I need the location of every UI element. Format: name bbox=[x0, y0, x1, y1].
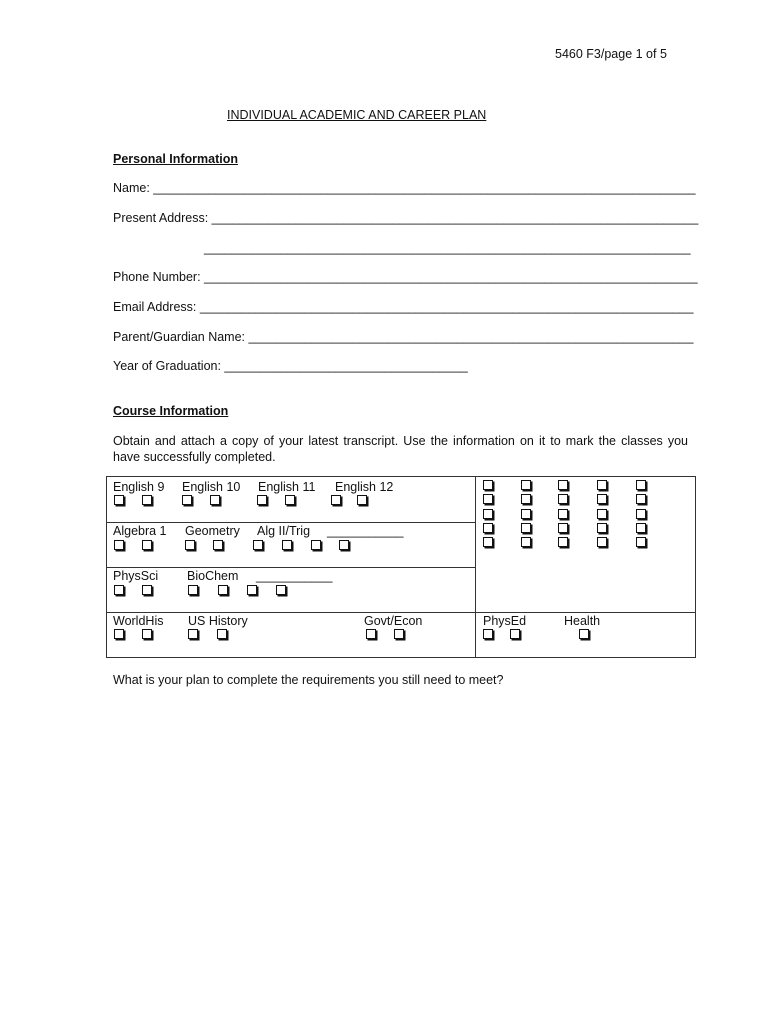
checkbox[interactable] bbox=[253, 540, 263, 550]
phone-field[interactable]: Phone Number: _______________________________________________________________________ bbox=[113, 270, 698, 284]
address-field[interactable]: Present Address: ______________________________________________________________________ bbox=[113, 211, 699, 225]
course-biochem: BioChem bbox=[187, 569, 239, 583]
course-info-heading: Course Information bbox=[113, 404, 229, 418]
checkbox[interactable] bbox=[636, 480, 646, 490]
course-physed: PhysEd bbox=[483, 614, 527, 628]
course-english-9: English 9 bbox=[113, 480, 165, 494]
checkbox[interactable] bbox=[636, 509, 646, 519]
graduation-year-field[interactable]: Year of Graduation: ___________________________________ bbox=[113, 359, 468, 373]
checkbox[interactable] bbox=[483, 494, 493, 504]
checkbox[interactable] bbox=[636, 537, 646, 547]
checkbox[interactable] bbox=[483, 523, 493, 533]
course-govt-econ: Govt/Econ bbox=[364, 614, 423, 628]
checkbox[interactable] bbox=[188, 629, 198, 639]
course-blank-row3[interactable]: ___________ bbox=[256, 569, 333, 583]
checkbox[interactable] bbox=[142, 629, 152, 639]
checkbox[interactable] bbox=[142, 540, 152, 550]
checkbox[interactable] bbox=[210, 495, 220, 505]
checkbox[interactable] bbox=[483, 509, 493, 519]
course-physsci: PhysSci bbox=[113, 569, 159, 583]
course-instructions: Obtain and attach a copy of your latest transcript. Use the information on it to mark the classes you have successfully completed. bbox=[113, 434, 688, 464]
checkbox[interactable] bbox=[331, 495, 341, 505]
checkbox[interactable] bbox=[510, 629, 520, 639]
checkbox[interactable] bbox=[188, 585, 198, 595]
checkbox[interactable] bbox=[558, 480, 568, 490]
plan-question: What is your plan to complete the requirements you still need to meet? bbox=[113, 673, 504, 687]
checkbox[interactable] bbox=[394, 629, 404, 639]
checkbox[interactable] bbox=[483, 537, 493, 547]
checkbox[interactable] bbox=[521, 494, 531, 504]
address-line-2-field[interactable]: ______________________________________________________________________ bbox=[204, 241, 691, 255]
checkbox[interactable] bbox=[597, 509, 607, 519]
document-title: INDIVIDUAL ACADEMIC AND CAREER PLAN bbox=[227, 108, 487, 122]
grid-divider-row1 bbox=[106, 522, 475, 523]
guardian-name-field[interactable]: Parent/Guardian Name: ________________________________________________________________ bbox=[113, 330, 694, 344]
checkbox[interactable] bbox=[114, 495, 124, 505]
checkbox[interactable] bbox=[579, 629, 589, 639]
course-english-10: English 10 bbox=[182, 480, 241, 494]
course-us-history: US History bbox=[188, 614, 248, 628]
checkbox[interactable] bbox=[114, 585, 124, 595]
name-field[interactable]: Name: ______________________________________________________________________________ bbox=[113, 181, 696, 195]
checkbox[interactable] bbox=[558, 537, 568, 547]
checkbox[interactable] bbox=[185, 540, 195, 550]
checkbox[interactable] bbox=[597, 523, 607, 533]
checkbox[interactable] bbox=[257, 495, 267, 505]
personal-info-heading: Personal Information bbox=[113, 152, 239, 166]
course-health: Health bbox=[564, 614, 601, 628]
email-field[interactable]: Email Address: _______________________________________________________________________ bbox=[113, 300, 694, 314]
course-english-11: English 11 bbox=[258, 480, 316, 494]
checkbox[interactable] bbox=[182, 495, 192, 505]
checkbox[interactable] bbox=[247, 585, 257, 595]
checkbox[interactable] bbox=[558, 494, 568, 504]
checkbox[interactable] bbox=[597, 494, 607, 504]
course-worldhis: WorldHis bbox=[113, 614, 164, 628]
checkbox[interactable] bbox=[521, 509, 531, 519]
grid-divider-row2 bbox=[106, 567, 475, 568]
checkbox[interactable] bbox=[114, 629, 124, 639]
checkbox[interactable] bbox=[142, 585, 152, 595]
course-geometry: Geometry bbox=[185, 524, 240, 538]
checkbox[interactable] bbox=[558, 509, 568, 519]
checkbox[interactable] bbox=[217, 629, 227, 639]
checkbox[interactable] bbox=[597, 480, 607, 490]
course-algebra-1: Algebra 1 bbox=[113, 524, 167, 538]
checkbox[interactable] bbox=[521, 537, 531, 547]
course-english-12: English 12 bbox=[335, 480, 394, 494]
checkbox[interactable] bbox=[276, 585, 286, 595]
checkbox[interactable] bbox=[339, 540, 349, 550]
checkbox[interactable] bbox=[636, 523, 646, 533]
course-alg2-trig: Alg II/Trig bbox=[257, 524, 311, 538]
checkbox[interactable] bbox=[282, 540, 292, 550]
checkbox[interactable] bbox=[558, 523, 568, 533]
checkbox[interactable] bbox=[483, 629, 493, 639]
checkbox[interactable] bbox=[285, 495, 295, 505]
checkbox[interactable] bbox=[357, 495, 367, 505]
page-number: 5460 F3/page 1 of 5 bbox=[555, 47, 667, 61]
checkbox[interactable] bbox=[114, 540, 124, 550]
checkbox[interactable] bbox=[213, 540, 223, 550]
checkbox[interactable] bbox=[521, 523, 531, 533]
checkbox[interactable] bbox=[311, 540, 321, 550]
checkbox[interactable] bbox=[597, 537, 607, 547]
checkbox[interactable] bbox=[521, 480, 531, 490]
grid-divider-row3 bbox=[106, 612, 696, 613]
course-blank-row2[interactable]: ___________ bbox=[327, 524, 404, 538]
checkbox[interactable] bbox=[483, 480, 493, 490]
checkbox[interactable] bbox=[366, 629, 376, 639]
grid-divider-vertical bbox=[475, 476, 476, 658]
checkbox[interactable] bbox=[218, 585, 228, 595]
checkbox[interactable] bbox=[636, 494, 646, 504]
checkbox[interactable] bbox=[142, 495, 152, 505]
